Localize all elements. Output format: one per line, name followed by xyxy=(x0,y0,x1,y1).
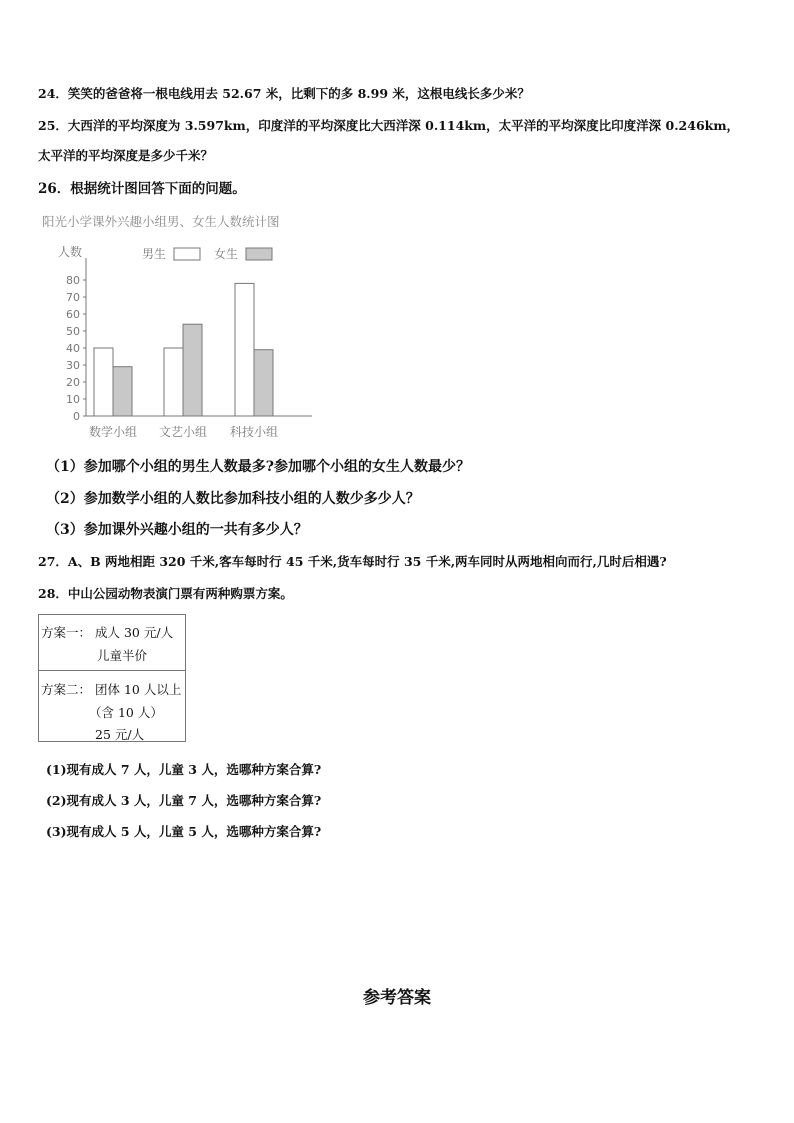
chart-title: 阳光小学课外兴趣小组男、女生人数统计图 xyxy=(42,214,280,229)
plan1-line2: 儿童半价 xyxy=(97,648,148,663)
y-axis-label: 人数 xyxy=(57,245,82,259)
category-label-3: 科技小组 xyxy=(229,425,279,439)
question-27: 27．A、B 两地相距 320 千米,客车每时行 45 千米,货车每时行 35 千米,两车同时从两地相向而行,几时后相遇? xyxy=(38,554,667,569)
y-tick-label-20: 20 xyxy=(66,376,80,389)
plan1-label: 方案一： xyxy=(41,625,92,640)
legend-swatch-girls xyxy=(246,248,272,260)
legend-swatch-boys xyxy=(174,248,200,260)
plan2-line2: （含 10 人） xyxy=(89,705,163,720)
plan2-label: 方案二： xyxy=(41,682,92,697)
bar-chart xyxy=(40,232,320,442)
bar-girls-3 xyxy=(254,350,273,416)
y-tick-label-70: 70 xyxy=(66,291,80,304)
answer-section-title: 参考答案 xyxy=(363,988,431,1008)
question-26-sub2: （2）参加数学小组的人数比参加科技小组的人数少多少人？ xyxy=(46,491,420,507)
question-28-sub3: (3)现有成人 5 人，儿童 5 人，选哪种方案合算? xyxy=(46,824,322,839)
question-24: 24．笑笑的爸爸将一根电线用去 52.67 米，比剩下的多 8.99 米，这根电线长多少米？ xyxy=(38,86,530,101)
y-tick-label-60: 60 xyxy=(66,308,80,321)
bar-boys-2 xyxy=(164,348,183,416)
y-tick-label-0: 0 xyxy=(73,410,80,423)
category-label-2: 文艺小组 xyxy=(158,425,208,439)
y-tick-label-10: 10 xyxy=(66,393,80,406)
bar-girls-2 xyxy=(183,324,202,416)
legend-label-boys: 男生 xyxy=(142,247,167,261)
question-26-sub1: （1）参加哪个小组的男生人数最多?参加哪个小组的女生人数最少？ xyxy=(46,459,470,475)
question-25-line2: 太平洋的平均深度是多少千米？ xyxy=(38,148,214,163)
plan2-line3: 25 元/人 xyxy=(95,727,145,742)
question-28-sub1: (1)现有成人 7 人，儿童 3 人，选哪种方案合算? xyxy=(46,762,322,777)
y-tick-label-30: 30 xyxy=(66,359,80,372)
question-28-sub2: (2)现有成人 3 人，儿童 7 人，选哪种方案合算? xyxy=(46,793,322,808)
question-26-sub3: （3）参加课外兴趣小组的一共有多少人？ xyxy=(46,522,308,538)
question-25-line1: 25．大西洋的平均深度为 3.597km，印度洋的平均深度比大西洋深 0.114km，太平洋的平均深度比印度洋深 0.246km， xyxy=(38,118,740,133)
question-28: 28．中山公园动物表演门票有两种购票方案。 xyxy=(38,586,293,601)
y-tick-label-40: 40 xyxy=(66,342,80,355)
plan1-line1: 成人 30 元/人 xyxy=(95,625,174,640)
bar-boys-3 xyxy=(235,283,254,416)
legend-label-girls: 女生 xyxy=(214,247,239,261)
ticket-plan-box xyxy=(38,614,186,742)
plan-divider xyxy=(39,670,185,671)
bar-girls-1 xyxy=(113,367,132,416)
y-tick-label-50: 50 xyxy=(66,325,80,338)
category-label-1: 数学小组 xyxy=(88,425,138,439)
plan2-line1: 团体 10 人以上 xyxy=(95,682,182,697)
bar-boys-1 xyxy=(94,348,113,416)
y-tick-label-80: 80 xyxy=(66,274,80,287)
question-26: 26．根据统计图回答下面的问题。 xyxy=(38,181,246,197)
